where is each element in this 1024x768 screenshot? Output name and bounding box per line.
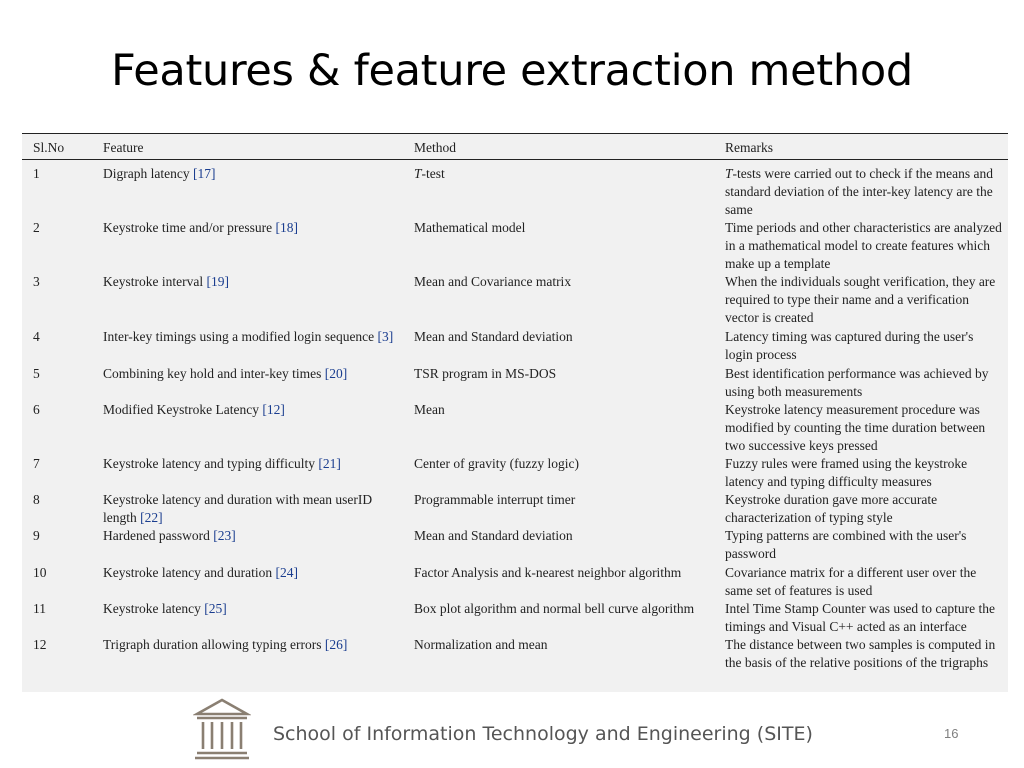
header-slno: Sl.No <box>33 140 65 155</box>
method-cell <box>414 328 714 346</box>
feature-text: Keystroke latency and typing difficulty <box>103 456 319 471</box>
header-remarks: Remarks <box>725 140 773 155</box>
reference-link[interactable]: [19] <box>206 274 229 289</box>
remarks-text: Keystroke duration gave more accurate characterization of typing style <box>725 492 938 526</box>
feature-text: Keystroke interval <box>103 274 207 289</box>
row-number <box>33 165 93 183</box>
feature-cell <box>103 365 403 383</box>
feature-cell <box>103 273 403 291</box>
feature-text: Keystroke latency and duration with mean userID length <box>103 492 373 526</box>
remarks-text: Intel Time Stamp Counter was used to capture the timings and Visual C++ acted as an interface <box>725 601 995 635</box>
feature-cell <box>103 455 403 473</box>
remarks-cell <box>725 636 1003 672</box>
remarks-text: When the individuals sought verification, they are required to type their name and a verification vector is created <box>725 274 996 326</box>
row-number <box>33 636 93 654</box>
remarks-cell <box>725 328 1003 364</box>
reference-link[interactable]: [26] <box>324 637 348 652</box>
feature-text: Keystroke latency <box>103 601 205 616</box>
reference-link[interactable]: [23] <box>213 528 236 543</box>
reference-link[interactable]: [12] <box>262 402 285 417</box>
remarks-text: Typing patterns are combined with the user's password <box>725 528 967 562</box>
method-text: Programmable interrupt timer <box>414 492 576 507</box>
row-number <box>33 491 93 509</box>
method-text: TSR program in MS-DOS <box>414 366 557 381</box>
remarks-cell <box>725 165 1003 220</box>
row-number <box>33 455 93 473</box>
row-number <box>33 328 93 346</box>
remarks-text: Covariance matrix for a different user over the same set of features is used <box>725 565 977 599</box>
reference-link[interactable]: [22] <box>140 510 163 526</box>
method-text: Center of gravity (fuzzy logic) <box>414 456 579 471</box>
remarks-cell <box>725 491 1003 527</box>
remarks-cell <box>725 527 1003 563</box>
method-cell <box>414 564 714 582</box>
remarks-text: Keystroke latency measurement procedure was modified by counting the time duration between two successive keys pressed <box>725 402 986 454</box>
remarks-text: Best identification performance was achieved by using both measurements <box>725 366 989 400</box>
method-cell <box>414 636 714 654</box>
feature-text: Keystroke time and/or pressure <box>103 220 276 235</box>
method-cell <box>414 491 714 509</box>
feature-cell <box>103 165 403 183</box>
method-text: Normalization and mean <box>414 637 548 652</box>
remarks-cell <box>725 219 1003 274</box>
header-feature: Feature <box>103 140 144 155</box>
feature-text: Inter-key timings using a modified login sequence <box>103 329 378 344</box>
remarks-cell <box>725 273 1003 328</box>
row-number <box>33 273 93 291</box>
feature-text: Combining key hold and inter-key times <box>103 366 325 381</box>
feature-cell <box>103 491 403 527</box>
reference-link[interactable]: [17] <box>192 166 216 181</box>
method-text: Mathematical model <box>414 220 526 235</box>
method-cell <box>414 165 714 183</box>
row-number-text: 10 <box>33 565 47 580</box>
table-header-row <box>22 133 1008 160</box>
row-number-text: 2 <box>33 220 40 235</box>
feature-cell <box>103 328 403 346</box>
remarks-cell <box>725 600 1003 636</box>
row-number-text: 6 <box>33 402 40 417</box>
school-name: School of Information Technology and Engineering (SITE) <box>273 723 813 745</box>
row-number-text: 3 <box>33 274 40 289</box>
row-number-text: 1 <box>33 166 40 181</box>
feature-text: Keystroke latency and duration <box>103 565 276 580</box>
row-number <box>33 219 93 237</box>
feature-text: Digraph latency <box>103 166 193 181</box>
row-number <box>33 564 93 582</box>
method-cell <box>414 219 714 237</box>
row-number-text: 8 <box>33 492 40 507</box>
row-number <box>33 600 93 618</box>
reference-link[interactable]: [20] <box>324 366 348 381</box>
feature-cell <box>103 636 403 654</box>
row-number <box>33 365 93 383</box>
method-cell <box>414 600 714 618</box>
method-text: Mean <box>414 402 445 417</box>
remarks-text: -tests were carried out to check if the means and standard deviation of the inter-key latency are the same <box>725 166 994 218</box>
feature-text: Trigraph duration allowing typing errors <box>103 637 325 652</box>
feature-cell <box>103 401 403 419</box>
row-number-text: 11 <box>33 601 46 616</box>
row-number-text: 5 <box>33 366 40 381</box>
method-text: Mean and Standard deviation <box>414 329 573 344</box>
feature-cell <box>103 219 403 237</box>
row-number-text: 12 <box>33 637 47 652</box>
reference-link[interactable]: [21] <box>318 456 341 471</box>
feature-cell <box>103 564 403 582</box>
remarks-cell <box>725 401 1003 456</box>
reference-link[interactable]: [3] <box>377 329 394 344</box>
remarks-cell <box>725 455 1003 491</box>
method-cell <box>414 455 714 473</box>
method-cell <box>414 273 714 291</box>
method-text: -test <box>421 166 445 181</box>
remarks-text: Fuzzy rules were framed using the keystroke latency and typing difficulty measures <box>725 456 968 490</box>
footer <box>193 697 833 761</box>
method-text: Mean and Covariance matrix <box>414 274 572 289</box>
feature-extraction-table <box>22 133 1008 692</box>
row-number-text: 4 <box>33 329 40 344</box>
remarks-text: The distance between two samples is computed in the basis of the relative positions of the trigraphs <box>725 637 996 671</box>
remarks-text: Latency timing was captured during the user's login process <box>725 329 974 363</box>
reference-link[interactable]: [25] <box>204 601 227 616</box>
row-number-text: 9 <box>33 528 40 543</box>
slide-title: Features & feature extraction method <box>111 46 913 96</box>
method-text: Mean and Standard deviation <box>414 528 573 543</box>
remarks-italic-text: T <box>725 166 733 181</box>
remarks-cell <box>725 365 1003 401</box>
row-number <box>33 401 93 419</box>
feature-text: Hardened password <box>103 528 214 543</box>
remarks-cell <box>725 564 1003 600</box>
feature-cell <box>103 527 403 545</box>
method-text: Box plot algorithm and normal bell curve algorithm <box>414 601 695 616</box>
reference-link[interactable]: [24] <box>275 565 298 580</box>
header-method: Method <box>414 140 456 155</box>
remarks-text: Time periods and other characteristics are analyzed in a mathematical model to create features which make up a template <box>725 220 1002 272</box>
page-number: 16 <box>944 726 959 741</box>
row-number-text: 7 <box>33 456 40 471</box>
university-building-icon <box>193 697 251 761</box>
reference-link[interactable]: [18] <box>275 220 298 235</box>
feature-cell <box>103 600 403 618</box>
method-italic-text: T <box>414 166 422 181</box>
method-cell <box>414 365 714 383</box>
method-cell <box>414 527 714 545</box>
method-text: Factor Analysis and k-nearest neighbor algorithm <box>414 565 682 580</box>
method-cell <box>414 401 714 419</box>
row-number <box>33 527 93 545</box>
feature-text: Modified Keystroke Latency <box>103 402 263 417</box>
